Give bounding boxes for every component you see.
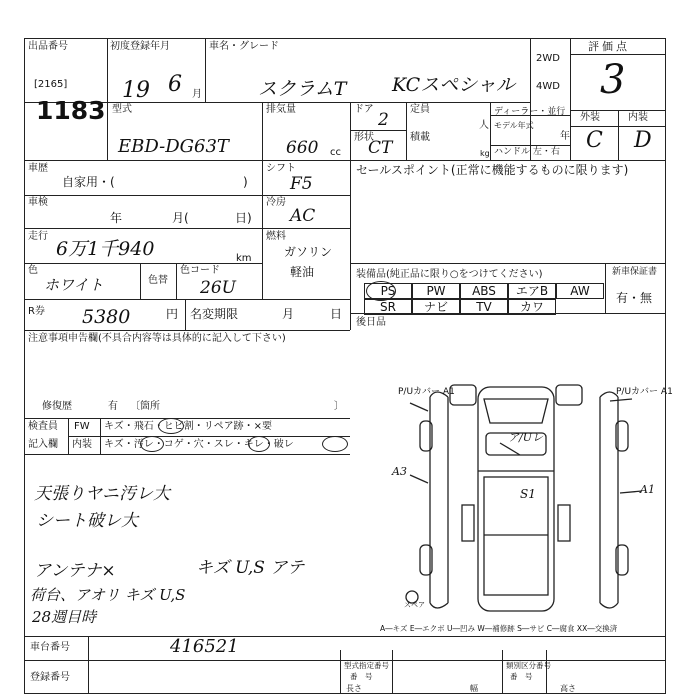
- remark-line-3: アンテナ×: [34, 561, 116, 581]
- reg-number-label: 登録番号: [30, 672, 70, 683]
- ps-circle-mark: [366, 281, 396, 301]
- capacity-label: 定員: [410, 104, 430, 115]
- equip-pw[interactable]: PW: [412, 283, 460, 299]
- spare-label: スペア: [404, 601, 425, 609]
- interior-check-items: キズ・汚レ・コゲ・穴・スレ・キレ・破レ: [104, 439, 294, 450]
- mileage-value: 6万1千940: [56, 238, 155, 260]
- interior-label: 内装: [628, 112, 648, 123]
- doors-label: ドア: [354, 104, 374, 115]
- inspection-label: 車検: [28, 197, 48, 208]
- exterior-label: 外装: [580, 112, 600, 123]
- mileage-label: 走行: [28, 231, 48, 242]
- first-reg-year: 19: [122, 78, 150, 103]
- recycle-label: R券: [28, 306, 45, 317]
- load-unit: kg: [480, 149, 490, 158]
- dealer-label: ディーラー・並行: [494, 107, 566, 117]
- fuel-gasoline: ガソリン: [284, 245, 333, 259]
- entry-label: 記入欄: [28, 439, 58, 450]
- dmg-label-a1: A1: [640, 483, 655, 496]
- shift-value: F5: [290, 174, 313, 194]
- load-label: 積載: [410, 132, 430, 143]
- mileage-unit: km: [236, 253, 252, 264]
- lot-number: 1183: [36, 96, 106, 125]
- repair-place-label: 〔箇所: [130, 401, 160, 412]
- sales-point-label: セールスポイント(正常に機能するものに限ります): [356, 163, 629, 177]
- color-value: ホワイト: [44, 276, 104, 294]
- fw-label: FW: [74, 421, 90, 432]
- stone-chip-circle: [158, 418, 184, 434]
- equip-navi[interactable]: ナビ: [412, 299, 460, 315]
- remark-line-2: シート破レ大: [36, 511, 138, 531]
- dmg-label-roof: ア/Uレ: [508, 431, 543, 444]
- chassis-label: 車台番号: [30, 642, 70, 653]
- handle-label: ハンドル 左・右: [494, 147, 560, 157]
- lot-sub-number: [2165]: [34, 79, 68, 90]
- width-label: 幅: [470, 684, 478, 693]
- displacement-unit: cc: [330, 147, 341, 158]
- color-change-label: 色替: [148, 275, 168, 286]
- score-value: 3: [600, 57, 626, 103]
- color-label: 色: [28, 265, 38, 276]
- equipment-label: 装備品(純正品に限り○をつけてください): [356, 269, 543, 280]
- height-label: 高さ: [560, 684, 576, 693]
- remark-line-1: 天張りヤニ汚レ大: [34, 484, 170, 504]
- name-change-day: 日: [330, 307, 343, 321]
- equip-airbag[interactable]: エアB: [508, 283, 556, 299]
- color-code-label: 色コード: [180, 265, 220, 276]
- fw-items: キズ・飛石・ヒビ割・リペア跡・×要: [104, 421, 272, 432]
- class-code-sub: 番 号: [510, 672, 533, 681]
- model-label: 型式: [112, 104, 132, 115]
- color-code-value: 26U: [200, 278, 236, 298]
- damage-legend: A―キズ E―エクボ U―凹み W―補修跡 S―サビ C―腐食 XX―交換済: [380, 624, 618, 633]
- equip-abs[interactable]: ABS: [460, 283, 508, 299]
- equip-sr[interactable]: SR: [364, 299, 412, 315]
- ac-label: 冷房: [266, 197, 286, 208]
- remark-line-6: 28週目時: [32, 608, 97, 626]
- dmg-label-s1: S1: [520, 487, 536, 501]
- first-reg-label: 初度登録年月: [110, 41, 170, 52]
- displacement-value: 660: [286, 138, 319, 158]
- fuel-diesel: 軽油: [290, 265, 315, 279]
- remark-line-5: 荷台、アオリ キズ U,S: [30, 586, 186, 604]
- month-unit: 月: [192, 89, 202, 100]
- drive-2wd: 2WD: [536, 53, 560, 64]
- repair-place-close: 〕: [334, 401, 344, 412]
- model-year-label: モデル年式: [494, 121, 534, 130]
- recycle-value: 5380: [82, 306, 131, 328]
- name-change-month: 月: [282, 307, 295, 321]
- dmg-label-left-cover: P/Uカバー A1: [398, 387, 455, 397]
- interior-check-label: 内装: [72, 439, 92, 450]
- equip-tv[interactable]: TV: [460, 299, 508, 315]
- car-name-label: 車名・グレード: [209, 41, 279, 52]
- name-change-label: 名変期限: [190, 307, 239, 321]
- type-code-sub: 番 号: [350, 672, 373, 681]
- doors-value: 2: [378, 110, 389, 130]
- interior-grade: D: [634, 128, 652, 153]
- vehicle-damage-diagram: [370, 375, 660, 625]
- capacity-unit: 人: [479, 120, 489, 131]
- car-grade: KCスペシャル: [392, 74, 515, 96]
- car-name: スクラムT: [258, 78, 347, 100]
- equip-ps[interactable]: PS: [364, 283, 412, 299]
- equip-leather[interactable]: カワ: [508, 299, 556, 315]
- exterior-grade: C: [586, 128, 603, 153]
- later-items-label: 後日品: [356, 317, 386, 328]
- model-value: EBD-DG63T: [118, 136, 229, 157]
- shift-label: シフト: [266, 163, 296, 174]
- torn-circle: [322, 436, 348, 452]
- equip-aw[interactable]: AW: [556, 283, 604, 299]
- chassis-value: 416521: [170, 636, 239, 657]
- notes-label: 注意事項申告欄(不具合内容等は具体的に記入して下さい): [28, 333, 286, 344]
- inspection-day: 日): [235, 211, 252, 225]
- history-label: 車歴: [28, 163, 48, 174]
- repair-history-label: 修復歴: [42, 401, 72, 412]
- shape-label: 形状: [354, 132, 374, 143]
- ac-value: AC: [290, 206, 316, 226]
- score-label: 評価点: [588, 40, 630, 53]
- history-close: ): [243, 175, 248, 189]
- recycle-unit: 円: [166, 307, 179, 321]
- scuff-circle: [248, 436, 270, 452]
- drive-4wd: 4WD: [536, 81, 560, 92]
- type-code-label: 型式指定番号: [344, 661, 389, 670]
- first-reg-month: 6: [168, 72, 182, 97]
- class-code-label: 類別区分番号: [506, 661, 551, 670]
- displacement-label: 排気量: [266, 104, 296, 115]
- fuel-label: 燃料: [266, 231, 286, 242]
- model-year-unit: 年: [560, 131, 570, 142]
- dmg-label-right-cover: P/Uカバー A1: [616, 387, 673, 397]
- new-car-warranty-label: 新車保証書: [612, 267, 658, 277]
- stain-circle: [140, 436, 164, 452]
- shape-value: CT: [368, 138, 393, 158]
- repair-history-value: 有: [108, 401, 118, 412]
- dmg-label-a3: A3: [392, 465, 407, 478]
- remark-line-4: キズ U,S アテ: [196, 558, 305, 578]
- inspection-month: 月(: [172, 211, 189, 225]
- lot-label: 出品番号: [28, 41, 68, 52]
- inspector-label: 検査員: [28, 421, 58, 432]
- new-car-warranty-value: 有・無: [616, 291, 653, 305]
- length-label: 長さ: [346, 684, 362, 693]
- inspection-year: 年: [110, 211, 123, 225]
- history-value: 自家用・(: [62, 175, 115, 189]
